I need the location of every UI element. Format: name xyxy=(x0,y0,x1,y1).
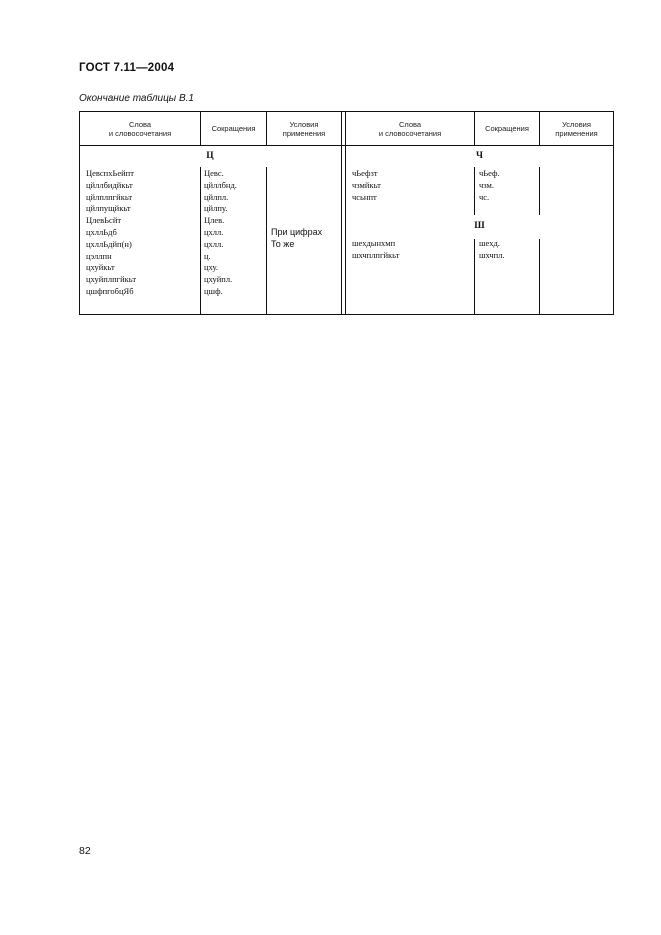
abbr-entry: Цлев. xyxy=(204,215,225,226)
condition-entry: То же xyxy=(271,238,295,249)
header-cond-right: Условия применения xyxy=(555,119,598,138)
abbr-entry: Цевс. xyxy=(204,168,224,178)
abbr-entry: чЬеф. xyxy=(479,168,500,178)
word-entry: ЦевспхЬейпт xyxy=(86,168,134,178)
word-entry: цшфпгобцЯб xyxy=(86,285,134,296)
word-entry: ЦлевЬсйт xyxy=(86,215,122,226)
right-abbr-column-ch xyxy=(479,168,500,203)
table-bottom-border xyxy=(79,314,614,315)
abbr-entry: цху. xyxy=(204,262,218,273)
header-cond-left: Условия применения xyxy=(282,119,326,138)
abbr-entry: цхлл. xyxy=(204,238,224,249)
abbr-entry: цхлл. xyxy=(204,226,224,237)
abbr-entry: ц. xyxy=(204,250,211,261)
col-line-2-body xyxy=(266,167,267,315)
table-caption: Окончание таблицы В.1 xyxy=(79,93,194,104)
col-line-4-body-b xyxy=(474,239,475,315)
abbr-entry: цшф. xyxy=(204,285,223,296)
col-line-1-body xyxy=(200,167,201,315)
condition-entry: При цифрах xyxy=(271,227,323,237)
word-entry: шехдынхмп xyxy=(352,238,396,248)
word-entry: чзмйкьт xyxy=(352,179,381,190)
word-entry: цйлпущйкьт xyxy=(86,203,131,214)
abbr-entry: шхчпл. xyxy=(479,249,505,260)
right-abbr-column-sh xyxy=(479,238,505,262)
page-number: 82 xyxy=(79,845,91,857)
col-line-5-body-a xyxy=(539,167,540,215)
section-letter-ch: Ч xyxy=(476,151,483,161)
word-entry: цйллбидйкьт xyxy=(86,179,133,190)
header-abbr-right: Сокращения xyxy=(485,124,529,133)
left-words-column xyxy=(86,168,136,298)
word-entry: цэллпн xyxy=(86,250,112,261)
word-entry: цхллЬдйп(н) xyxy=(86,238,132,249)
abbreviation-table xyxy=(79,111,614,315)
abbr-entry: шехд. xyxy=(479,238,500,248)
col-line-5-body-b xyxy=(539,239,540,315)
abbr-entry: чзм. xyxy=(479,179,495,190)
abbr-entry: цйллбнд. xyxy=(204,179,237,190)
abbr-entry: цхуйпл. xyxy=(204,274,233,285)
abbr-entry: чс. xyxy=(479,191,490,202)
header-abbr-left: Сокращения xyxy=(211,124,256,133)
header-separator xyxy=(79,145,614,146)
header-words-right: Слова и словосочетания xyxy=(378,119,442,138)
section-letter-sh: Ш xyxy=(474,221,485,231)
half-divider-left xyxy=(341,111,342,315)
left-conditions-column xyxy=(271,227,322,251)
word-entry: чсьнпт xyxy=(352,191,377,202)
table-right-border xyxy=(613,111,614,315)
left-abbr-column xyxy=(204,168,237,298)
right-words-column-sh xyxy=(352,238,399,262)
word-entry: цхуйкьт xyxy=(86,262,115,273)
header-words-left: Слова и словосочетания xyxy=(108,119,172,138)
word-entry: цйлплпгйкьт xyxy=(86,191,133,202)
word-entry: цхуйплпгйкьт xyxy=(86,274,137,285)
document-header: ГОСТ 7.11—2004 xyxy=(79,62,175,74)
abbr-entry: цйлпл. xyxy=(204,191,229,202)
right-words-column-ch xyxy=(352,168,381,203)
section-letter-ts: Ц xyxy=(206,151,214,161)
word-entry: цхллЬдб xyxy=(86,226,117,237)
abbr-entry: цйлпу. xyxy=(204,203,228,214)
col-line-4-body-a xyxy=(474,167,475,215)
word-entry: шхчплпгйкьт xyxy=(352,249,400,260)
word-entry: чЬефзт xyxy=(352,168,378,178)
